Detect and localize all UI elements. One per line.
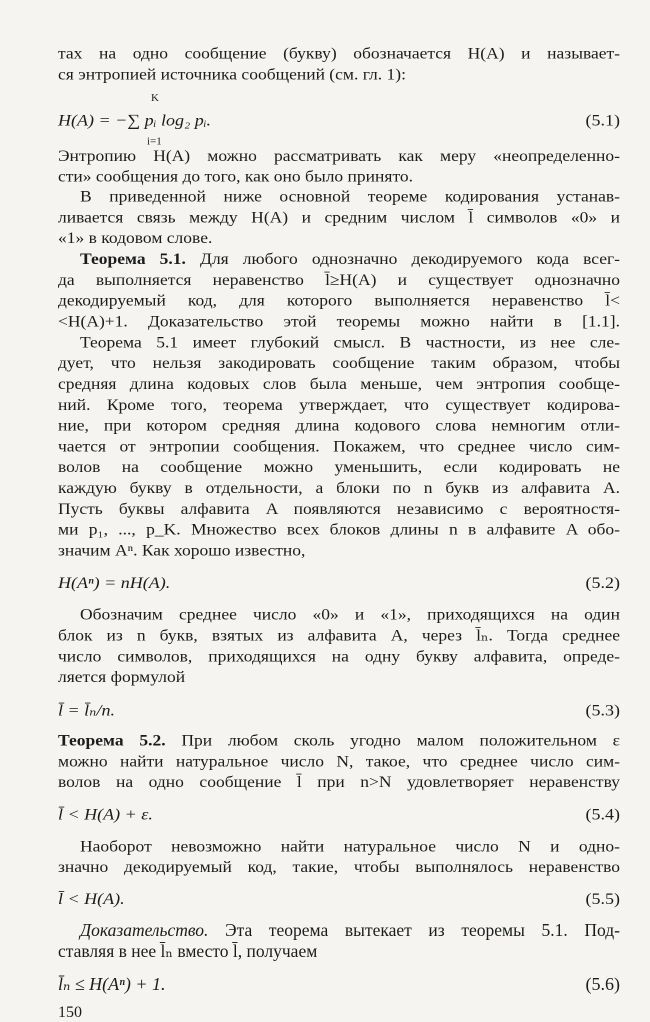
equation-number: (5.1) [585,111,620,130]
text-line: значим Aⁿ. Как хорошо известно, [58,540,306,560]
text-line: число символов, приходящихся на одну букву алфавита, опреде- [58,646,620,665]
page-number: 150 [58,1004,82,1022]
text-line: ляется формулой [58,667,186,686]
equation-5-4 [58,803,620,825]
text-line: чается от энтропии сообщения. Покажем, что среднее число сим- [58,436,620,456]
equation-body: H(A) = −∑ pᵢ log₂ pᵢ. [58,111,212,130]
equation-number: (5.6) [585,973,620,994]
equation-number: (5.5) [585,889,620,908]
text-line: «1» в кодовом слове. [58,228,213,247]
equation-number: (5.3) [585,701,620,720]
proof-heading: Доказательство. [80,920,209,941]
equation-5-5 [58,888,620,910]
equation-body: H(Aⁿ) = nH(A). [58,573,171,592]
text-line: волов на сообщение можно уменьшить, если кодировать не [58,457,620,476]
text-line: волов на одно сообщение l̄ при n>N удовлетворяет неравенству [58,772,620,791]
equation-5-3 [58,699,620,721]
equation-body: l̄ₙ ≤ H(Aⁿ) + 1. [58,973,166,994]
theorem-5-1-line [58,249,620,270]
text-line: блок из n букв, взятых из алфавита A, через l̄ₙ. Тогда среднее [58,626,620,645]
text-line: <H(A)+1. Доказательство этой теоремы можно найти в [1.1]. [58,312,620,331]
equation-5-6 [58,972,620,996]
theorem-5-2-line [58,730,620,751]
equation-5-2 [58,572,620,594]
text-line: ми p₁, ..., p_K. Множество всех блоков длины n в алфавите A обо- [58,520,620,539]
text-line: В приведенной ниже основной теореме кодирования устанав- [80,187,620,206]
equation-number: (5.2) [585,573,620,592]
text-line: ся энтропией источника сообщений (см. гл. 1): [58,64,406,84]
text-line: Пусть буквы алфавита A появляются независимо с вероятностя- [58,499,620,518]
text-line: ставляя в нее l̄ₙ вместо l̄, получаем [58,941,318,962]
text-line: Для любого однозначно декодируемого кода всег- [185,249,620,268]
text-line: значно декодируемый код, такие, чтобы выполнялось неравенство [58,857,620,876]
text-line: декодируемый код, для которого выполняется неравенство l̄< [58,291,620,310]
sum-upper-limit: K [151,93,159,104]
equation-number: (5.4) [585,805,620,824]
proof-line [58,919,620,942]
text-line: можно найти натуральное число N, такое, что среднее число сим- [58,751,620,770]
text-line: средняя длина кодовых слов была меньше, чем энтропия сообще- [58,374,620,393]
text-line: да выполняется неравенство l̄≥H(A) и существует однозначно [58,270,620,289]
text-line: Наоборот невозможно найти натуральное число N и одно- [80,836,620,856]
text-line: ний. Кроме того, теорема утверждает, что существует кодирова- [58,395,620,414]
theorem-5-2-heading: Теорема 5.2. [58,731,166,750]
text-line: дует, что нельзя закодировать сообщение таким образом, чтобы [58,353,620,372]
sum-lower-limit: i=1 [147,136,162,148]
text-line: Теорема 5.1 имеет глубокий смысл. В частности, из нее сле- [80,332,620,351]
equation-body: l̄ < H(A) + ε. [58,805,153,824]
text-line: сти» сообщения до того, как оно было принято. [58,167,413,186]
text-line: Энтропию H(A) можно рассматривать как меру «неопределенно- [58,146,620,165]
text-line: При любом сколь угодно малом положительном ε [165,731,620,750]
text-line: ливается связь между H(A) и средним числом l̄ символов «0» и [58,207,620,227]
theorem-5-1-heading: Теорема 5.1. [80,249,186,268]
text-line: каждую букву в отдельности, а блоки по n букв из алфавита A. [58,478,620,497]
text-line: Обозначим среднее число «0» и «1», приходящихся на один [80,605,620,624]
equation-body: l̄ < H(A). [58,889,125,908]
equation-body: l̄ = l̄ₙ/n. [58,701,115,720]
text-line: тах на одно сообщение (букву) обозначается H(A) и называет- [58,44,620,63]
text-line: ние, при котором средняя длина кодового слова немногим отли- [58,416,620,435]
text-line: Эта теорема вытекает из теоремы 5.1. Под- [208,920,620,941]
